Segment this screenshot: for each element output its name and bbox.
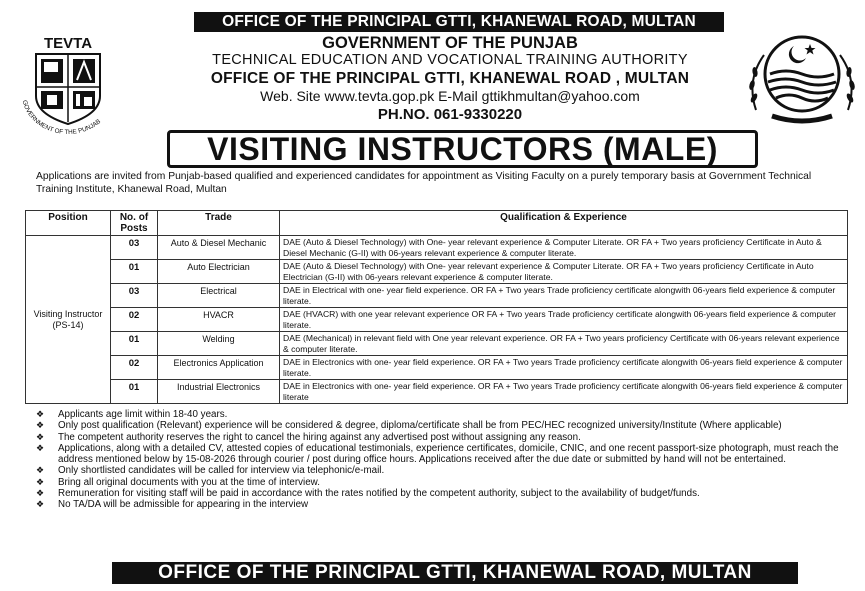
table-row	[26, 236, 848, 260]
posts-cell: 01	[111, 260, 158, 284]
qualification-cell: DAE in Electronics with one- year field experience. OR FA + Two years Trade proficiency certificate alongwith 06-years field experience & computer literate.	[280, 356, 848, 380]
trade-cell: Auto & Diesel Mechanic	[158, 236, 280, 260]
posts-cell: 02	[111, 356, 158, 380]
list-item	[36, 465, 851, 476]
bullet-icon: ❖	[36, 409, 45, 419]
list-item	[36, 443, 851, 466]
bullet-icon: ❖	[36, 420, 45, 431]
page-title: VISITING INSTRUCTORS (MALE)	[167, 130, 758, 168]
list-item	[36, 499, 851, 510]
tevta-logo-ring-text: GOVERNMENT OF THE PUNJAB	[20, 99, 103, 137]
top-banner: OFFICE OF THE PRINCIPAL GTTI, KHANEWAL ROAD, MULTAN	[194, 12, 724, 32]
table-row	[26, 260, 848, 284]
qualification-cell: DAE (HVACR) with one year relevant experience OR FA + Two years Trade proficiency certificate alongwith 06-years field experience & computer literate.	[280, 308, 848, 332]
posts-cell: 03	[111, 236, 158, 260]
trade-cell: Auto Electrician	[158, 260, 280, 284]
posts-cell: 02	[111, 308, 158, 332]
intro-paragraph: Applications are invited from Punjab-based qualified and experienced candidates for appointment as Visiting Faculty on a purely temporary basis at Government Technical Training Institute, Khanewal Road, Multan	[36, 171, 812, 195]
column-header-position: Position	[26, 211, 111, 236]
punjab-government-seal	[746, 30, 858, 126]
posts-cell: 03	[111, 284, 158, 308]
trade-cell: Industrial Electronics	[158, 380, 280, 404]
qualification-cell: DAE (Mechanical) in relevant field with One year relevant experience. OR FA + Two years proficiency Certificate with 06-years relevant experience & computer literate.	[280, 332, 848, 356]
note-text: Applicants age limit within 18-40 years.	[58, 409, 228, 420]
tevta-logo-text: TEVTA	[43, 35, 93, 52]
trade-cell: HVACR	[158, 308, 280, 332]
contact-line: Web. Site www.tevta.gop.pk E-Mail gttikhmultan@yahoo.com	[260, 88, 640, 104]
table-row	[26, 308, 848, 332]
qualification-cell: DAE in Electronics with one- year field experience. OR FA + Two years Trade proficiency certificate alongwith 06-years field experience & computer literate	[280, 380, 848, 404]
tevta-logo	[14, 32, 122, 140]
trade-cell: Electronics Application	[158, 356, 280, 380]
column-header-trade: Trade	[158, 211, 280, 236]
bullet-icon: ❖	[36, 488, 45, 499]
office-heading: OFFICE OF THE PRINCIPAL GTTI, KHANEWAL ROAD , MULTAN	[210, 70, 690, 87]
note-text: Bring all original documents with you at the time of interview.	[58, 476, 320, 488]
header-block	[160, 34, 740, 125]
qualification-cell: DAE (Auto & Diesel Technology) with One- year relevant experience & Computer Literate. OR FA + Two years proficiency Certificate in Auto Electrician (G-II) with 06-years relevant experience & computer literate.	[280, 260, 848, 284]
notes-list	[36, 409, 851, 511]
list-item	[36, 488, 851, 499]
bullet-icon: ❖	[36, 442, 45, 453]
table-row	[26, 284, 848, 308]
qualification-cell: DAE in Electrical with one- year field experience. OR FA + Two years Trade proficiency certificate alongwith 06-years field experience & computer literate.	[280, 284, 848, 308]
table-row	[26, 380, 848, 404]
note-text: Only shortlisted candidates will be called for interview via telephonic/e-mail.	[58, 465, 385, 477]
table-header-row	[26, 211, 848, 236]
authority-heading: TECHNICAL EDUCATION AND VOCATIONAL TRAINING AUTHORITY	[212, 52, 688, 68]
note-text: Remuneration for visiting staff will be paid in accordance with the rates notified by the competent authority, subject to the availability of budget/funds.	[58, 488, 700, 500]
trade-cell: Electrical	[158, 284, 280, 308]
qualification-cell: DAE (Auto & Diesel Technology) with One- year relevant experience & Computer Literate. OR FA + Two years proficiency Certificate in Auto & Diesel Mechanic (G-II) with 06-years relevant experience & computer literate.	[280, 236, 848, 260]
table-row	[26, 356, 848, 380]
note-text: Applications, along with a detailed CV, attested copies of educational testimonials, experience certificates, domicile, CNIC, and one recent passport-size photograph, must reach the address mentioned below by 15-08-2026 through courier / post during office hours. Applications received after the due date or submitted by hand will not be entertained.	[58, 442, 839, 466]
government-heading: GOVERNMENT OF THE PUNJAB	[322, 34, 578, 52]
note-text: Only post qualification (Relevant) experience will be considered & degree, diploma/certificate shall be from PEC/HEC recognized university/Institute (Where applicable)	[58, 420, 782, 432]
column-header-qualification: Qualification & Experience	[280, 211, 848, 236]
phone-line: PH.NO. 061-9330220	[377, 106, 523, 123]
bottom-banner: OFFICE OF THE PRINCIPAL GTTI, KHANEWAL ROAD, MULTAN	[112, 562, 798, 584]
list-item	[36, 409, 851, 420]
bullet-icon: ❖	[36, 465, 45, 476]
list-item	[36, 420, 851, 431]
note-text: No TA/DA will be admissible for appearing in the interview	[58, 499, 309, 511]
note-text: The competent authority reserves the right to cancel the hiring against any advertised post without assigning any reason.	[58, 431, 581, 443]
bullet-icon: ❖	[36, 431, 45, 442]
list-item	[36, 477, 851, 488]
position-cell: Visiting Instructor (PS-14)	[26, 236, 111, 404]
posts-cell: 01	[111, 332, 158, 356]
vacancy-table	[25, 210, 848, 404]
bullet-icon: ❖	[36, 499, 45, 510]
column-header-posts: No. of Posts	[111, 211, 158, 236]
list-item	[36, 432, 851, 443]
table-row	[26, 332, 848, 356]
bullet-icon: ❖	[36, 476, 45, 487]
posts-cell: 01	[111, 380, 158, 404]
trade-cell: Welding	[158, 332, 280, 356]
